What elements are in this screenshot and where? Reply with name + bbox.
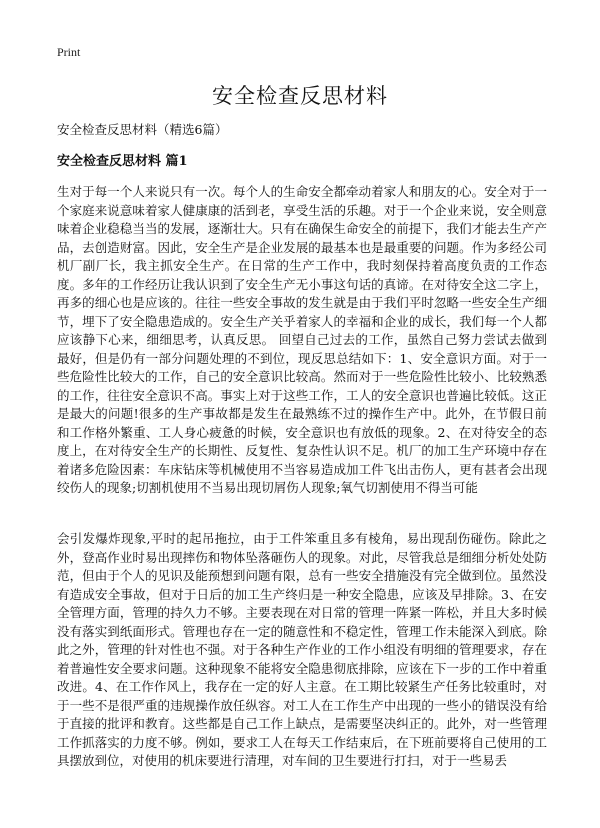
document-title: 安全检查反思材料 xyxy=(212,84,388,108)
body-paragraph-1: 生对于每一个人来说只有一次。每个人的生命安全都牵动着家人和朋友的心。安全对于一个家庭来说意味着家人健康康的活到老，享受生活的乐趣。对于一个企业来说，安全则意味着企业稳稳当当的发展，逐渐壮大。只有在确保生命安全的前提下，我们才能去生产产品，去创造财富。因此，安全生产是企业发展的最基本也是最重要的问题。作为多经公司机厂副厂长，我主抓安全生产。在日常的生产工作中，我时刻保持着高度负责的工作态度。多年的工作经历让我认识到了安全生产无小事这句话的真谛。在对待安全这二字上，再多的细心也是应该的。往往一些安全事故的发生就是由于我们平时忽略一些安全生产细节，埋下了安全隐患造成的。安全生产关乎着家人的幸福和企业的成长，我们每一个人都应该静下心来，细细思考，认真反思。 回望自己过去的工作，虽然自己努力尝试去做到最好，但是仍有一部分问题处理的不到位，现反思总结如下：1、安全意识方面。对于一些危险性比较大的工作，自己的安全意识比较高。然而对于一些危险性比较小、比较熟悉的工作，往往安全意识不高。事实上对于这些工作，工人的安全意识也普遍比较低。这正是最大的问题!很多的生产事故都是发生在最熟练不过的操作生产中。此外，在节假日前和工作格外繁重、工人身心疲惫的时候，安全意识也有放低的现象。2、在对待安全的态度上，在对待安全生产的长期性、反复性、复杂性认识不足。机厂的加工生产环境中存在着诸多危险因素：车床钻床等机械使用不当容易造成加工件飞出击伤人，更有甚者会出现绞伤人的现象;切割机使用不当易出现切屑伤人现象;氧气切割使用不得当可能 xyxy=(57,184,547,495)
document-subtitle: 安全检查反思材料（精选6篇） xyxy=(57,122,228,137)
body-paragraph-2: 会引发爆炸现象,平时的起吊拖拉，由于工件笨重且多有棱角，易出现刮伤碰伤。除此之外，登高作业时易出现摔伤和物体坠落砸伤人的现象。对此，尽管我总是细细分析处处防范，但由于个人的见识及能预想到问题有限，总有一些安全措施没有完全做到位。虽然没有造成安全事故，但对于日后的加工生产终归是一种安全隐患，应该及早排除。3、在安全管理方面，管理的持久力不够。主要表现在对日常的管理一阵紧一阵松，并且大多时候没有落实到纸面形式。管理也存在一定的随意性和不稳定性，管理工作未能深入到底。除此之外，管理的针对性也不强。对于各种生产作业的工作小组没有明细的管理要求，存在着普遍性安全要求问题。这种现象不能将安全隐患彻底排除，应该在下一步的工作中着重改进。4、在工作作风上，我存在一定的好人主意。在工期比较紧生产任务比较重时，对于一些不是很严重的违规操作放任纵容。对工人在工作生产中出现的一些小的错误没有给于直接的批评和教育。这些都是自己工作上缺点，是需要坚决纠正的。此外，对一些管理工作抓落实的力度不够。例如，要求工人在每天工作结束后，在下班前要将自己使用的工具摆放到位，对使用的机床要进行清理，对车间的卫生要进行打扫，对于一些易丢 xyxy=(57,531,547,768)
section-heading: 安全检查反思材料 篇1 xyxy=(57,154,188,169)
print-link[interactable]: Print xyxy=(57,45,81,59)
